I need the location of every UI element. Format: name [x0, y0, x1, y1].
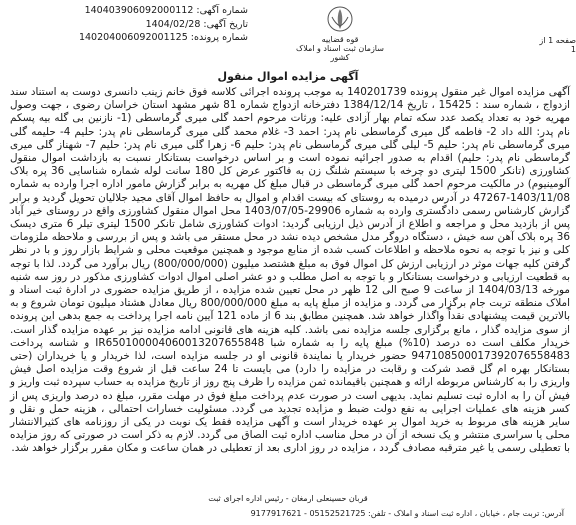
footer-address: آدرس: تربت جام ، خیابان ، اداره ثبت اسناد و املاک - تلفن: 05152521725 - 9177917621	[250, 509, 564, 518]
file-number-label: شماره پرونده:	[190, 32, 248, 43]
page-number: صفحه 1 از 1	[539, 36, 576, 54]
date-row	[8, 18, 248, 32]
letter-number-label: شماره آگهی:	[196, 5, 248, 16]
notice-paragraph: آگهی مزایده اموال غیر منقول پرونده 140201739 به موجب پرونده اجرائی کلاسه فوق خانم زینب دانسری دوست به استناد سند ازدواج ، شماره سند : 15425 ، تاریخ 1384/12/14 دفترخانه ازدواج شماره 81 شهر مشهد استان خراسان رضوی ، جهت وصول مهریه خود به تعداد یکصد عدد سکه تمام بهار آزادی علیه: ورثات مرحوم احمد گلی میری گرماسطی (1- نازنین بی گله بیه پسکم نام پدر: الله داد 2- فاطمه گل میری گرماسطی نام پدر: احمد 3- غلام محمد گلی میری گرماسطی نام پدر: حلیم 4- حلیمه گلی میری گرماسطی نام پدر: حلیم 5- لیلی گلی میری گرماسطی نام پدر: حلیم 6- زهرا گلی میری نام پدر: حلیم 7- شهناز گلی میری گرماسطی نام پدر: حلیم) اقدام به صدور اجرائیه نموده است و بر اساس درخواست بستانکار نسبت به بازداشت اموال منقول کشاورزی (تانکر 1500 لیتری دو چرخه با سیستم شلنگ زن به فاکتور عرض کل 180 سانت لوله شماره شناسایی 36 پره بلاک آلومینیوم) در مالکیت مرحوم احمد گلی میری گرماسطی در قبال مبلغ کل مهریه به برابر گزارش مامور اداره اجرا وارده به شماره 1403/11/08-47267 در آدرس درمیده به روستای که بیست اقدام و اموال به حافظ اموال آقای مجید جلالیان تحویل گردید و برابر گزارش کارشناس رسمی دادگستری وارده به شماره 29906-1403/07/05 محل اموال منقول کشاورزی واقع در روستای خیر آباد پس از بازدید محل و مراجعه و اطلاع از آدرس ذیل ارزیابی گردید: ادوات کشاورزی شامل تانکر 1500 لیتری تیلر 6 متری دیسک 36 پره بلاک آهن سه خیش ، دستگاه دروگر مدل مشخص دیده نشد در محل مستقر می باشد و پس از بررسی و ملاحظه ملزومات کلی و نیز با توجه به نحوه ملاحظه و اطلاعات کسب شده از منابع موجود و همچنین موقعیت محلی و شرایط بازار روز و با در نظر گرفتن کلیه جهات موثر در ارزیابی ارزش کل اموال فوق به مبلغ هشتصد میلیون (800/000/000) ریال برآورد می گردد. لذا با توجه به قطعیت ارزیابی و درخواست بستانکار و با توجه به اصل مطلب و دو عشر اصلی اموال ادوات کشاورزی مذکور در روز سه شنبه مورخه 1404/03/13 از ساعت 9 صبح الی 12 ظهر در محل تعیین شده مزایده ، از طریق مزایده حضوری در ادارة ثبت اسناد و املاک منطقه تربت جام برگزار می گردد. و مزایده از مبلغ پایه به مبلغ 800/000/000 ریال معادل هشتاد میلیون تومان شروع و به بالاترین قیمت پیشنهادی نقداً واگذار خواهد شد. همچنین مطابق بند 6 از ماده 121 آیین نامه اجرا پرداخت به جمع بدهی این پرونده از سوی مزایده گذار ، مانع برگزاری جلسه مزایده نمی باشد. کلیه هزینه های قانونی ادامه مزایده نیز بر عهده مزایده گذار است. خریدار مکلف است ده درصد (10%) مبلغ پایه را به شماره شبا IR650100004060013207655848 و شناسه پرداخت 947108500017392076558483 حضور خریدار یا نمایندة قانونی او در جلسه مزایده است، لذا خریدار و یا خریداران (حتی بستانکار بهره ام گل قصد شرکت و رقابت در مزایده را دارد) می بایست تا 24 ساعت قبل از شروع وقت مزایده اصل فیش واریزی را به کارشناس مربوطه ارائه و همچنین باقیمانده ثمن مزایده را ظرف پنج روز از تاریخ مزایده به حساب سپرده ثبت واریز و فیش آن را به اداره ثبت تسلیم نماید. بدیهی است در صورت عدم پرداخت مبلغ فوق در مهلت مقرر، مبلغ ده درصد واریزی پس از کسر هزینه های عملیات اجرایی به نفع دولت ضبط و مزایده تجدید می گردد. مسئولیت خسارات احتمالی ، هزینه حمل و نقل و سایر هزینه های مربوط به خرید اموال بر عهده خریدار است و آگهی مزایده فقط یک نوبت در یکی از روزنامه های کثیرالانتشار محلی یا سراسری منتشر و یک نسخه از آن در محل مناسب اداره ثبت الصاق می گردد. لازم به ذکر است در صورتی که روز مزایده با تعطیلی رسمی یا غیر مترقبه مصادف گردد ، مزایده در روز اداری بعد از تعطیلی در همان ساعت و مکان مقرر برگزار خواهد شد.	[10, 86, 571, 455]
judiciary-name: قوه قضاییه	[321, 35, 359, 44]
signature: قربان حسینعلی ارمغان - رئیس اداره اجرای ثبت	[208, 494, 368, 503]
letter-number: 140403906092000112	[84, 5, 194, 16]
date-label: تاریخ آگهی:	[203, 18, 248, 30]
letter-number-row	[8, 4, 248, 18]
page-title: آگهی مزایده اموال منقول	[217, 70, 359, 83]
document-metadata	[8, 4, 248, 45]
file-number: 140204006092001125	[78, 32, 188, 43]
date: 1404/02/28	[145, 18, 201, 30]
file-number-row	[8, 31, 248, 45]
organization-name: سازمان ثبت اسناد و املاک کشور	[296, 44, 384, 62]
emblem-icon	[325, 4, 355, 34]
notice-body	[10, 86, 570, 456]
judiciary-logo	[295, 4, 385, 62]
